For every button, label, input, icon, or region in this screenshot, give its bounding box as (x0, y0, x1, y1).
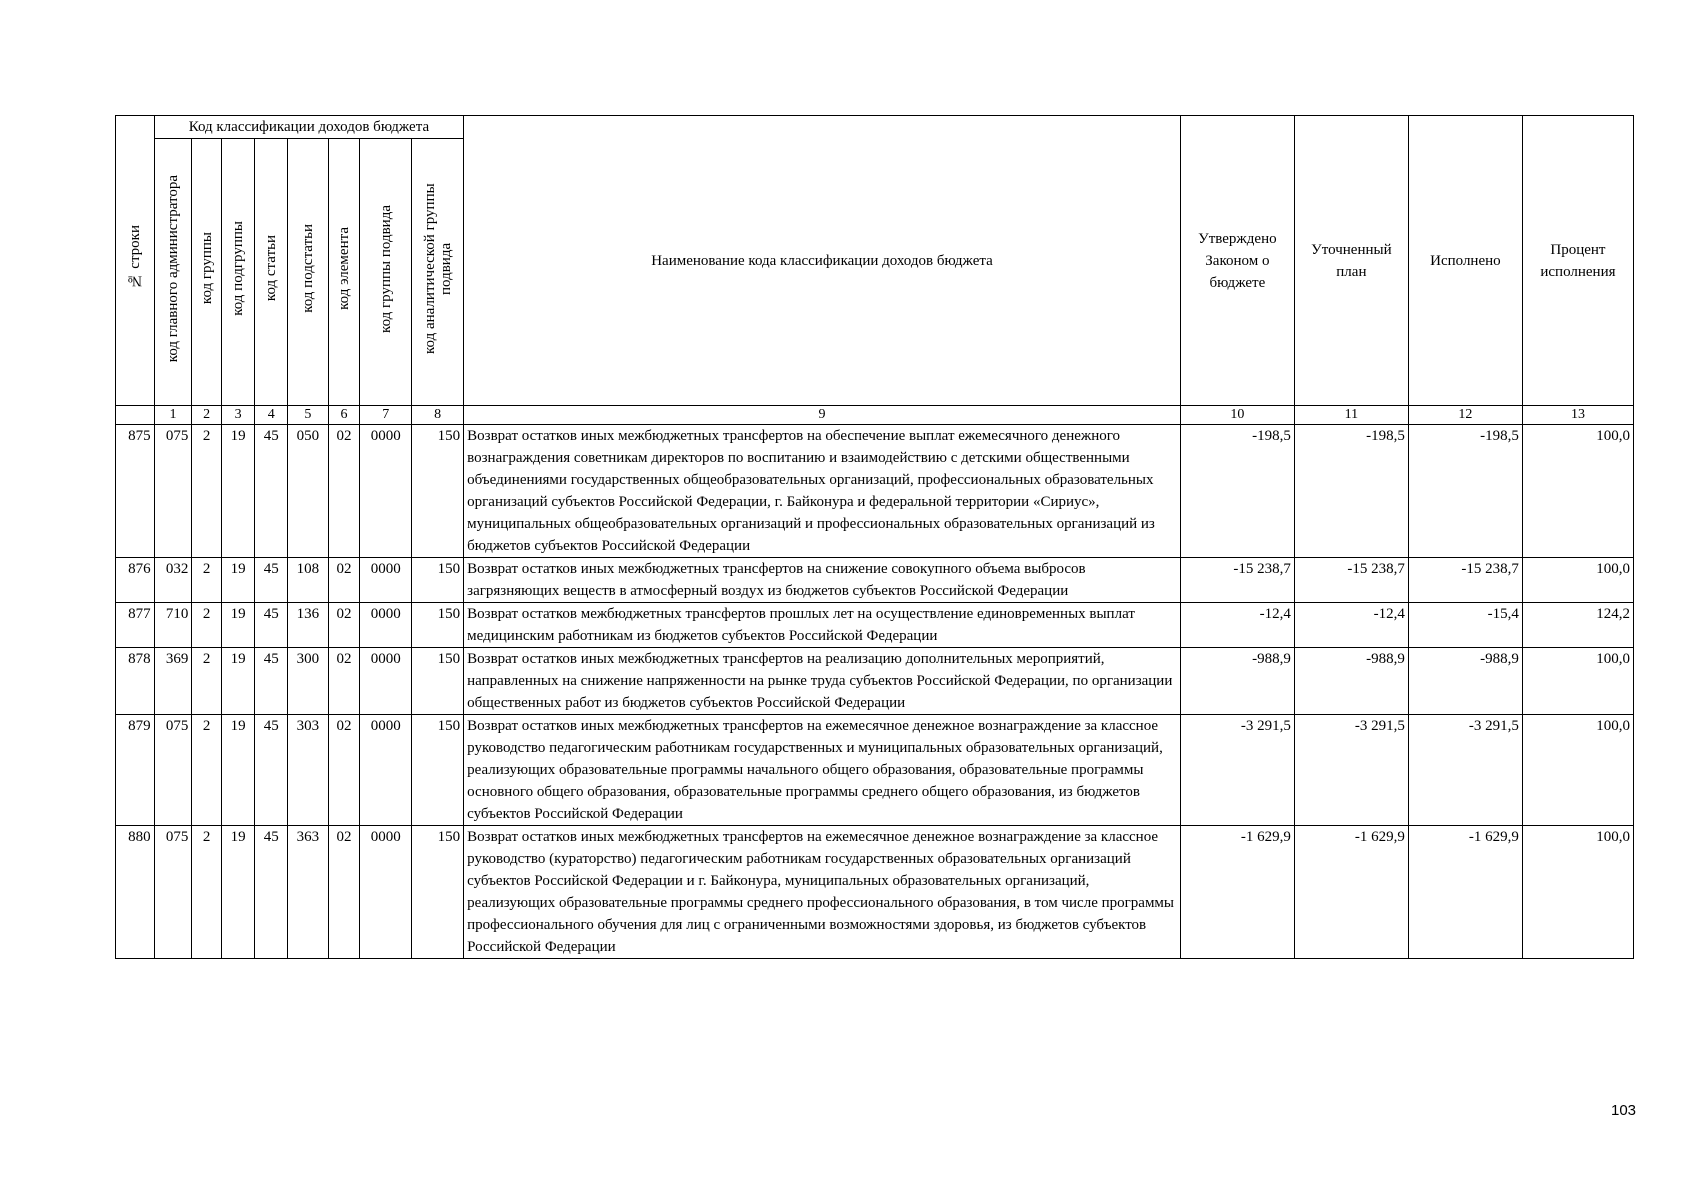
row-no: 880 (116, 826, 155, 959)
table-row (116, 603, 1634, 648)
table-row (116, 425, 1634, 558)
execution-percent: 124,2 (1522, 603, 1633, 648)
header-article-code (255, 139, 288, 406)
column-number: 11 (1294, 406, 1408, 425)
header-analytic-group-code (412, 139, 464, 406)
approved-amount: -198,5 (1180, 425, 1294, 558)
header-percent: Процент исполнения (1522, 116, 1633, 406)
executed-amount: -198,5 (1408, 425, 1522, 558)
subarticle-code: 303 (288, 715, 329, 826)
execution-percent: 100,0 (1522, 715, 1633, 826)
article-code: 45 (255, 558, 288, 603)
admin-code: 710 (154, 603, 192, 648)
approved-amount: -12,4 (1180, 603, 1294, 648)
executed-amount: -15,4 (1408, 603, 1522, 648)
refined-amount: -15 238,7 (1294, 558, 1408, 603)
column-number: 12 (1408, 406, 1522, 425)
subtype-group-code: 0000 (360, 603, 412, 648)
element-code: 02 (328, 558, 360, 603)
refined-amount: -1 629,9 (1294, 826, 1408, 959)
subtype-group-code: 0000 (360, 715, 412, 826)
header-group-code (192, 139, 222, 406)
table-row (116, 826, 1634, 959)
row-no: 879 (116, 715, 155, 826)
header-row-no (116, 116, 155, 406)
column-number-row (116, 406, 1634, 425)
column-number: 2 (192, 406, 222, 425)
execution-percent: 100,0 (1522, 425, 1633, 558)
header-refined: Уточненный план (1294, 116, 1408, 406)
header-group-code-label: код группы (198, 232, 215, 305)
row-no: 876 (116, 558, 155, 603)
column-number-blank (116, 406, 155, 425)
subarticle-code: 300 (288, 648, 329, 715)
revenue-name: Возврат остатков межбюджетных трансфертов прошлых лет на осуществление единовременных выплат медицинским работникам из бюджетов субъектов Российской Федерации (464, 603, 1181, 648)
article-code: 45 (255, 648, 288, 715)
executed-amount: -1 629,9 (1408, 826, 1522, 959)
analytic-group-code: 150 (412, 648, 464, 715)
article-code: 45 (255, 826, 288, 959)
subgroup-code: 19 (221, 715, 255, 826)
revenue-name: Возврат остатков иных межбюджетных трансфертов на реализацию дополнительных мероприятий, направленных на снижение напряженности на рынке труда субъектов Российской Федерации, по организации общественных работ из бюджетов субъектов Российской Федерации (464, 648, 1181, 715)
column-number: 4 (255, 406, 288, 425)
admin-code: 075 (154, 425, 192, 558)
column-number: 1 (154, 406, 192, 425)
header-article-code-label: код статьи (263, 235, 280, 302)
column-number: 3 (221, 406, 255, 425)
element-code: 02 (328, 715, 360, 826)
header-approved: Утверждено Законом о бюджете (1180, 116, 1294, 406)
subgroup-code: 19 (221, 425, 255, 558)
group-code: 2 (192, 425, 222, 558)
column-number: 9 (464, 406, 1181, 425)
column-number: 13 (1522, 406, 1633, 425)
header-subtype-group-code (360, 139, 412, 406)
element-code: 02 (328, 648, 360, 715)
header-subgroup-code-label: код подгруппы (230, 221, 247, 316)
row-no: 878 (116, 648, 155, 715)
header-classification-group: Код классификации доходов бюджета (154, 116, 463, 139)
element-code: 02 (328, 826, 360, 959)
refined-amount: -3 291,5 (1294, 715, 1408, 826)
article-code: 45 (255, 603, 288, 648)
refined-amount: -12,4 (1294, 603, 1408, 648)
element-code: 02 (328, 425, 360, 558)
admin-code: 032 (154, 558, 192, 603)
subgroup-code: 19 (221, 826, 255, 959)
element-code: 02 (328, 603, 360, 648)
executed-amount: -3 291,5 (1408, 715, 1522, 826)
revenue-name: Возврат остатков иных межбюджетных трансфертов на ежемесячное денежное вознаграждение за классное руководство (кураторство) педагогическим работникам государственных образовательных организаций субъектов Российской Федерации и г. Байконура, муниципальных образовательных организаций, реализующих образовательные программы среднего профессионального образования, в том числе программы профессионального обучения для лиц с ограниченными возможностями здоровья, из бюджетов субъектов Российской Федерации (464, 826, 1181, 959)
approved-amount: -3 291,5 (1180, 715, 1294, 826)
revenue-name: Возврат остатков иных межбюджетных трансфертов на обеспечение выплат ежемесячного денежного вознаграждения советникам директоров по воспитанию и взаимодействию с детскими общественными объединениями государственных общеобразовательных организаций, профессиональных образовательных организаций субъектов Российской Федерации, г. Байконура и федеральной территории «Сириус», муниципальных общеобразовательных организаций и профессиональных образовательных организаций из бюджетов субъектов Российской Федерации (464, 425, 1181, 558)
header-element-code-label: код элемента (335, 227, 352, 310)
admin-code: 075 (154, 715, 192, 826)
subgroup-code: 19 (221, 648, 255, 715)
table-row (116, 558, 1634, 603)
column-number: 6 (328, 406, 360, 425)
column-number: 10 (1180, 406, 1294, 425)
budget-revenue-table (115, 115, 1634, 959)
table-row (116, 648, 1634, 715)
subarticle-code: 050 (288, 425, 329, 558)
execution-percent: 100,0 (1522, 648, 1633, 715)
subgroup-code: 19 (221, 558, 255, 603)
execution-percent: 100,0 (1522, 558, 1633, 603)
column-number: 5 (288, 406, 329, 425)
header-analytic-group-code-label: код аналитической группы подвида (421, 183, 454, 354)
header-executed: Исполнено (1408, 116, 1522, 406)
header-element-code (328, 139, 360, 406)
admin-code: 075 (154, 826, 192, 959)
header-subarticle-code (288, 139, 329, 406)
approved-amount: -15 238,7 (1180, 558, 1294, 603)
admin-code: 369 (154, 648, 192, 715)
refined-amount: -198,5 (1294, 425, 1408, 558)
header-name: Наименование кода классификации доходов бюджета (464, 116, 1181, 406)
column-number: 8 (412, 406, 464, 425)
row-no: 875 (116, 425, 155, 558)
group-code: 2 (192, 826, 222, 959)
column-number: 7 (360, 406, 412, 425)
subgroup-code: 19 (221, 603, 255, 648)
subtype-group-code: 0000 (360, 558, 412, 603)
analytic-group-code: 150 (412, 425, 464, 558)
table-header (116, 116, 1634, 425)
analytic-group-code: 150 (412, 715, 464, 826)
executed-amount: -988,9 (1408, 648, 1522, 715)
approved-amount: -988,9 (1180, 648, 1294, 715)
article-code: 45 (255, 715, 288, 826)
header-subtype-group-code-label: код группы подвида (377, 204, 394, 333)
analytic-group-code: 150 (412, 603, 464, 648)
subarticle-code: 108 (288, 558, 329, 603)
header-admin-code (154, 139, 192, 406)
executed-amount: -15 238,7 (1408, 558, 1522, 603)
subarticle-code: 136 (288, 603, 329, 648)
table-row (116, 715, 1634, 826)
group-code: 2 (192, 558, 222, 603)
subarticle-code: 363 (288, 826, 329, 959)
table-body (116, 425, 1634, 959)
approved-amount: -1 629,9 (1180, 826, 1294, 959)
header-admin-code-label: код главного администратора (165, 174, 181, 363)
subtype-group-code: 0000 (360, 648, 412, 715)
revenue-name: Возврат остатков иных межбюджетных трансфертов на ежемесячное денежное вознаграждение за классное руководство педагогическим работникам государственных и муниципальных образовательных организаций, реализующих образовательные программы начального общего образования, образовательные программы основного общего образования, образовательные программы среднего общего образования, из бюджетов субъектов Российской Федерации (464, 715, 1181, 826)
group-code: 2 (192, 715, 222, 826)
subtype-group-code: 0000 (360, 425, 412, 558)
revenue-name: Возврат остатков иных межбюджетных трансфертов на снижение совокупного объема выбросов загрязняющих веществ в атмосферный воздух из бюджетов субъектов Российской Федерации (464, 558, 1181, 603)
refined-amount: -988,9 (1294, 648, 1408, 715)
analytic-group-code: 150 (412, 826, 464, 959)
execution-percent: 100,0 (1522, 826, 1633, 959)
header-row-no-label: № строки (126, 225, 143, 289)
article-code: 45 (255, 425, 288, 558)
group-code: 2 (192, 648, 222, 715)
page-number: 103 (1611, 1102, 1637, 1119)
group-code: 2 (192, 603, 222, 648)
header-subarticle-code-label: код подстатьи (299, 224, 316, 313)
row-no: 877 (116, 603, 155, 648)
header-subgroup-code (221, 139, 255, 406)
analytic-group-code: 150 (412, 558, 464, 603)
subtype-group-code: 0000 (360, 826, 412, 959)
